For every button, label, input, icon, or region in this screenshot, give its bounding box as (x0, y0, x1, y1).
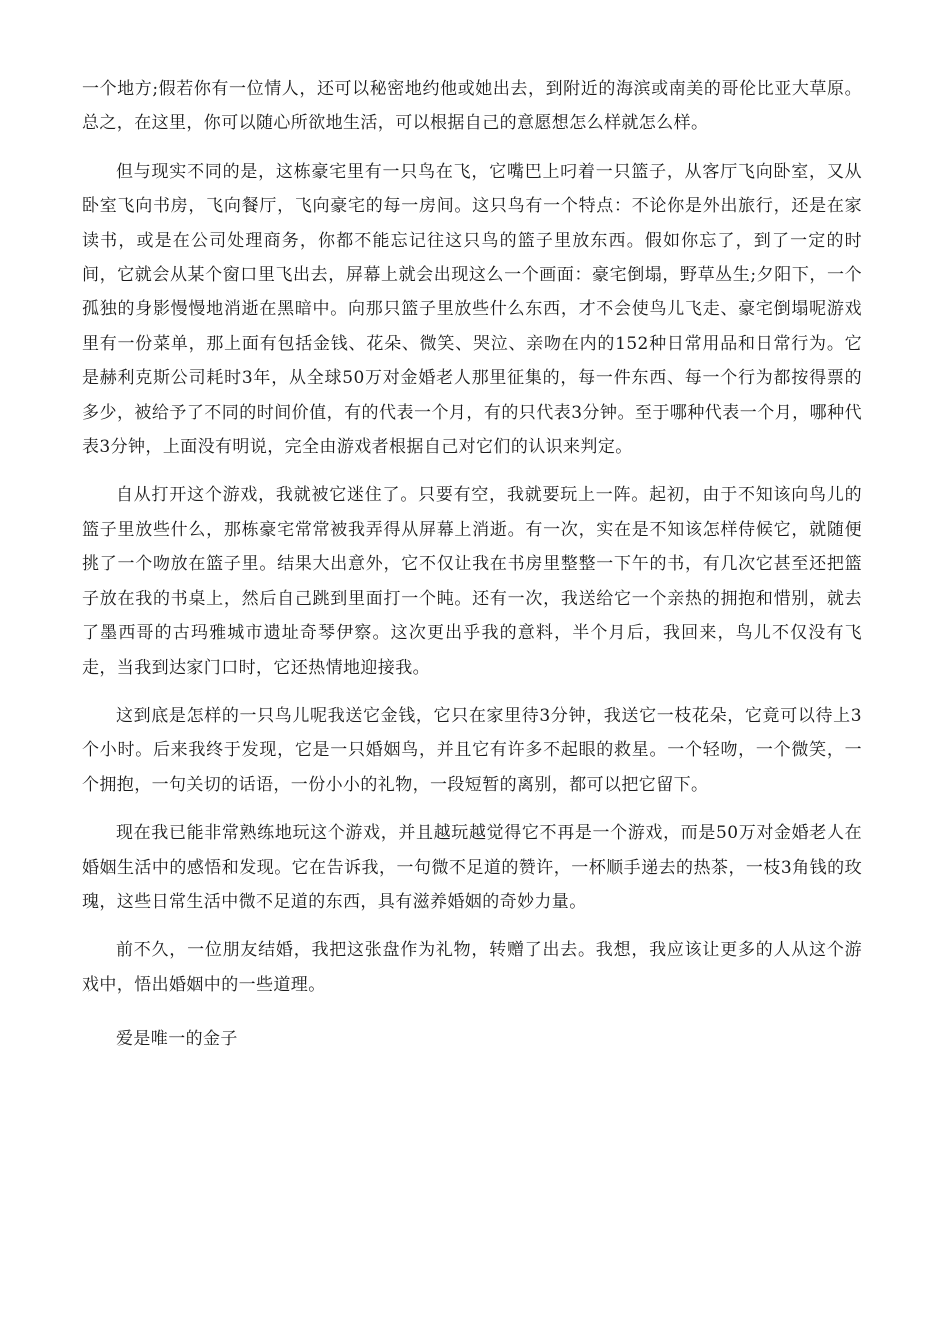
paragraph-bird-basket: 但与现实不同的是，这栋豪宅里有一只鸟在飞，它嘴巴上叼着一只篮子，从客厅飞向卧室，又从卧室飞向书房，飞向餐厅，飞向豪宅的每一房间。这只鸟有一个特点：不论你是外出旅行，还是在家读书，或是在公司处理商务，你都不能忘记往这只鸟的篮子里放东西。假如你忘了，到了一定的时间，它就会从某个窗口里飞出去，屏幕上就会出现这么一个画面：豪宅倒塌，野草丛生;夕阳下，一个孤独的身影慢慢地消逝在黑暗中。向那只篮子里放些什么东西，才不会使鸟儿飞走、豪宅倒塌呢游戏里有一份菜单，那上面有包括金钱、花朵、微笑、哭泣、亲吻在内的152种日常用品和日常行为。它是赫利克斯公司耗时3年，从全球50万对金婚老人那里征集的，每一件东西、每一个行为都按得票的多少，被给予了不同的时间价值，有的代表一个月，有的只代表3分钟。至于哪种代表一个月，哪种代表3分钟，上面没有明说，完全由游戏者根据自己对它们的认识来判定。 (82, 161, 862, 458)
paragraph-marriage-bird: 这到底是怎样的一只鸟儿呢我送它金钱，它只在家里待3分钟，我送它一枝花朵，它竟可以待上3个小时。后来我终于发现，它是一只婚姻鸟，并且它有许多不起眼的救星。一个轻吻，一个微笑，一个拥抱，一句关切的话语，一份小小的礼物，一段短暂的离别，都可以把它留下。 (82, 705, 862, 795)
paragraph-continued: 一个地方;假若你有一位情人，还可以秘密地约他或她出去，到附近的海滨或南美的哥伦比亚大草原。总之，在这里，你可以随心所欲地生活，可以根据自己的意愿想怎么样就怎么样。 (82, 79, 862, 134)
paragraph-playing-game: 自从打开这个游戏，我就被它迷住了。只要有空，我就要玩上一阵。起初，由于不知该向鸟儿的篮子里放些什么，那栋豪宅常常被我弄得从屏幕上消逝。有一次，实在是不知该怎样侍候它，就随便挑了一个吻放在篮子里。结果大出意外，它不仅让我在书房里整整一下午的书，有几次它甚至还把篮子放在我的书桌上，然后自己跳到里面打一个盹。还有一次，我送给它一个亲热的拥抱和惜别，就去了墨西哥的古玛雅城市遗址奇琴伊察。这次更出乎我的意料，半个月后，我回来，鸟儿不仅没有飞走，当我到达家门口时，它还热情地迎接我。 (82, 485, 862, 678)
section-heading: 爱是唯一的金子 (116, 1029, 238, 1050)
paragraph-gift: 前不久，一位朋友结婚，我把这张盘作为礼物，转赠了出去。我想，我应该让更多的人从这个游戏中，悟出婚姻中的一些道理。 (82, 940, 862, 995)
document-page (82, 72, 862, 1057)
paragraph-insight: 现在我已能非常熟练地玩这个游戏，并且越玩越觉得它不再是一个游戏，而是50万对金婚老人在婚姻生活中的感悟和发现。它在告诉我，一句微不足道的赞许，一杯顺手递去的热茶，一枝3角钱的玫瑰，这些日常生活中微不足道的东西，具有滋养婚姻的奇妙力量。 (82, 823, 862, 912)
